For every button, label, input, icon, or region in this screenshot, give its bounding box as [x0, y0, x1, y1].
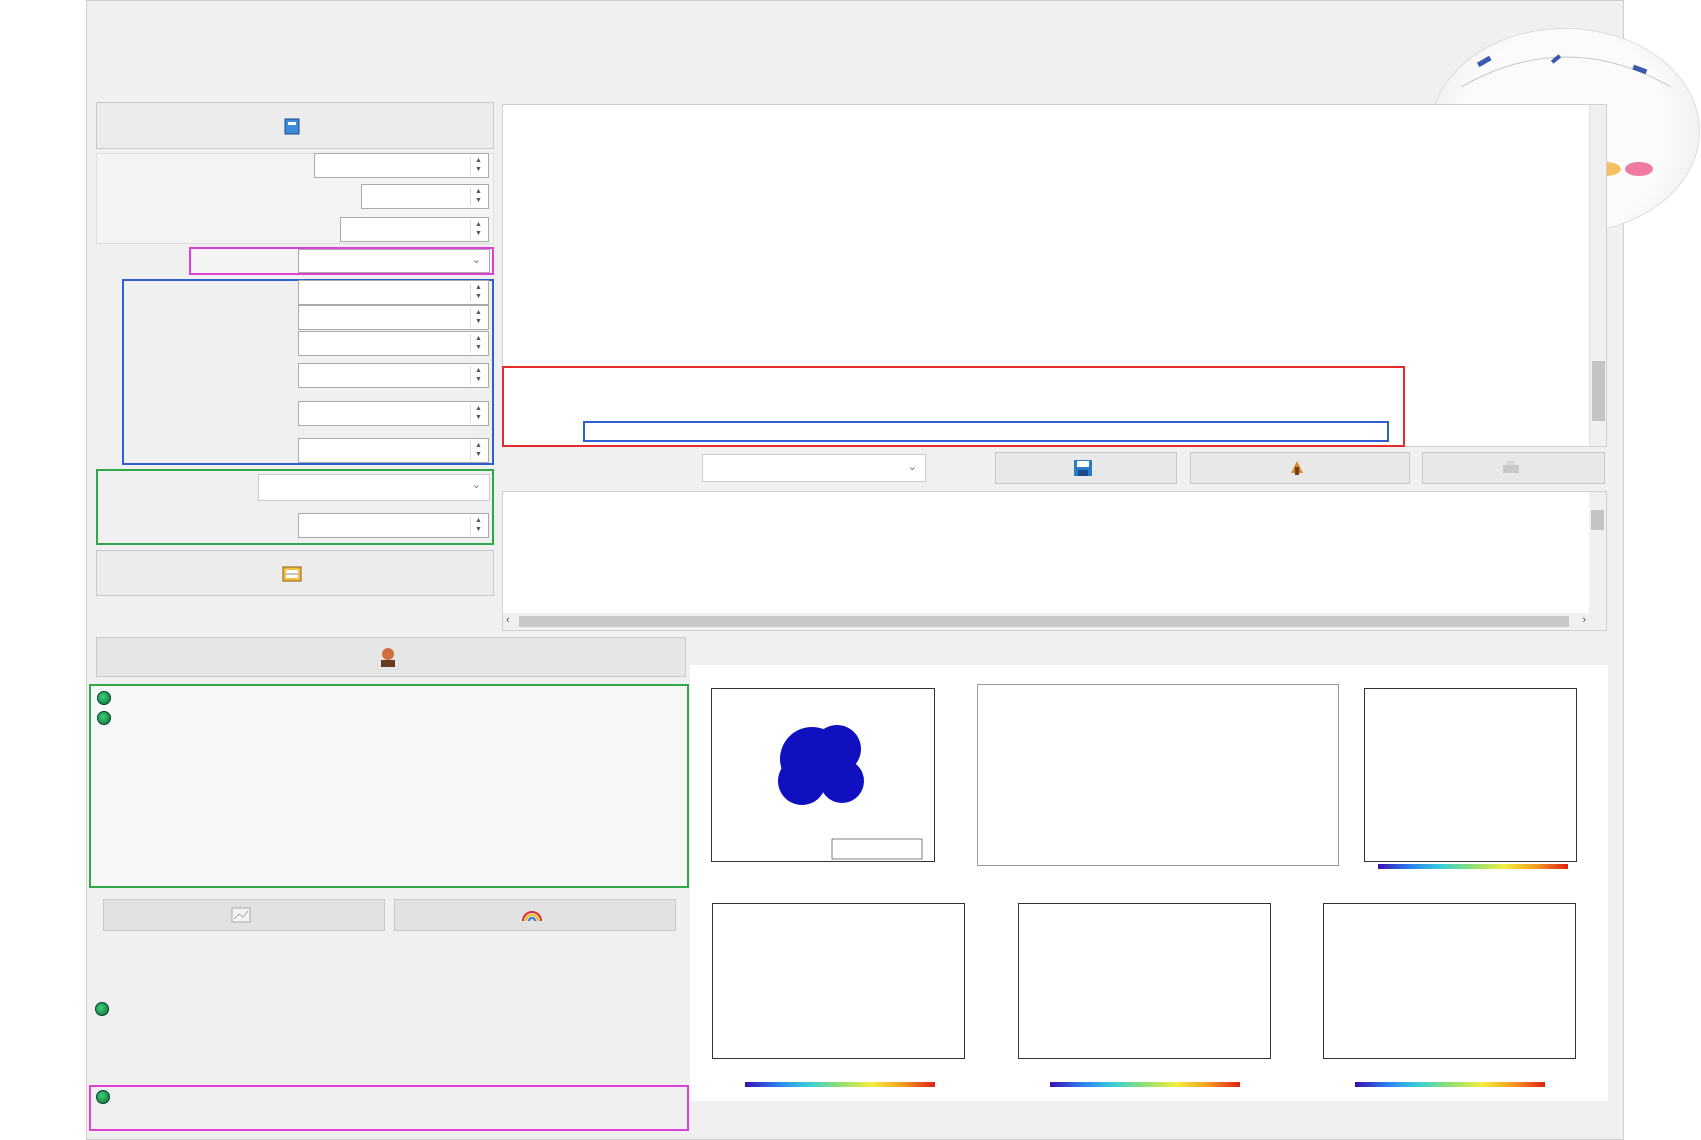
save-icon: [1073, 459, 1093, 477]
srbf-curve-svg: [978, 685, 1339, 866]
order-input[interactable]: [298, 280, 489, 305]
satellite-icon: [1431, 37, 1701, 97]
import-settings-button[interactable]: [1190, 452, 1410, 484]
chevron-down-icon: ⌄: [471, 479, 481, 491]
start-icon: [1501, 459, 1521, 477]
table-hscroll[interactable]: [503, 613, 1606, 630]
spinner-arrows-icon[interactable]: ▲ ▼: [470, 516, 486, 535]
spinner-arrows-icon[interactable]: ▲ ▼: [470, 441, 486, 460]
results-table-header: [503, 492, 1606, 499]
researcher-icon: [376, 646, 400, 668]
observation-points-plot: [712, 689, 935, 862]
rga-heatmap: [1364, 688, 1577, 862]
bullet-icon: [96, 1090, 110, 1104]
plot-button[interactable]: [394, 899, 676, 931]
guidance-notes-box: [89, 684, 689, 888]
note-4: [96, 1088, 685, 1108]
note-2: [97, 709, 685, 729]
extract-data-button[interactable]: [103, 899, 385, 931]
results-table-panel[interactable]: [502, 491, 1607, 631]
col-height-input[interactable]: [361, 184, 489, 209]
contribution-input[interactable]: [298, 513, 489, 538]
rainbow-icon: [521, 908, 543, 922]
bullet-icon: [97, 711, 111, 725]
scroll-left-icon: ‹: [506, 614, 510, 626]
residual-highlight: [583, 421, 1389, 442]
chevron-down-icon: ⌄: [471, 254, 481, 266]
burial-depth-input[interactable]: [298, 363, 489, 388]
max-degree-input[interactable]: [298, 331, 489, 356]
note-1: [97, 689, 685, 709]
log-scroll-thumb[interactable]: [1592, 361, 1605, 421]
spinner-arrows-icon[interactable]: ▲ ▼: [470, 187, 486, 206]
spinner-arrows-icon[interactable]: ▲ ▼: [470, 366, 486, 385]
import-icon: [1287, 459, 1307, 477]
normal-equation-select[interactable]: [702, 454, 926, 482]
spinner-arrows-icon[interactable]: ▲ ▼: [470, 220, 486, 239]
log-text: [503, 105, 1606, 107]
chevron-down-icon: ⌄: [907, 461, 917, 473]
chart-icon: [231, 907, 251, 923]
note-4-box: [89, 1085, 689, 1131]
adjustable-select[interactable]: [258, 474, 490, 501]
grr-colorbar: [1050, 1082, 1240, 1087]
action-distance-input[interactable]: [298, 401, 489, 426]
grid-file-icon: [281, 563, 303, 583]
algorithm-button[interactable]: [96, 637, 686, 677]
bullet-icon: [97, 691, 111, 705]
scroll-right-icon: ›: [1582, 614, 1586, 626]
min-degree-input[interactable]: [298, 305, 489, 330]
srbf-select[interactable]: [298, 249, 490, 273]
spinner-arrows-icon[interactable]: ▲ ▼: [470, 404, 486, 423]
ksi-colorbar: [745, 1082, 935, 1087]
open-observations-button[interactable]: [96, 102, 494, 149]
srbf-curve-plot: [977, 684, 1339, 866]
save-results-button[interactable]: [995, 452, 1177, 484]
bullet-icon: [95, 1002, 109, 1016]
rows-header-input[interactable]: [314, 153, 489, 178]
table-vscroll[interactable]: [1589, 492, 1606, 615]
note-3: [95, 1000, 685, 1020]
grr-heatmap: [1018, 903, 1271, 1059]
dft-heatmap: [1323, 903, 1576, 1059]
spinner-arrows-icon[interactable]: ▲ ▼: [470, 283, 486, 302]
ksi-heatmap: [712, 903, 965, 1059]
open-file-icon: [282, 116, 302, 136]
dft-colorbar: [1355, 1082, 1545, 1087]
spinner-arrows-icon[interactable]: ▲ ▼: [470, 308, 486, 327]
rga-colorbar: [1378, 864, 1568, 869]
reuter-level-input[interactable]: [298, 438, 489, 463]
spinner-arrows-icon[interactable]: ▲ ▼: [470, 156, 486, 175]
start-computation-button[interactable]: [1422, 452, 1605, 484]
open-grid-button[interactable]: [96, 550, 494, 596]
log-scrollbar[interactable]: [1589, 105, 1606, 446]
spinner-arrows-icon[interactable]: ▲ ▼: [470, 334, 486, 353]
col-weight-input[interactable]: [340, 217, 489, 242]
spatial-distribution-map: [711, 688, 935, 862]
